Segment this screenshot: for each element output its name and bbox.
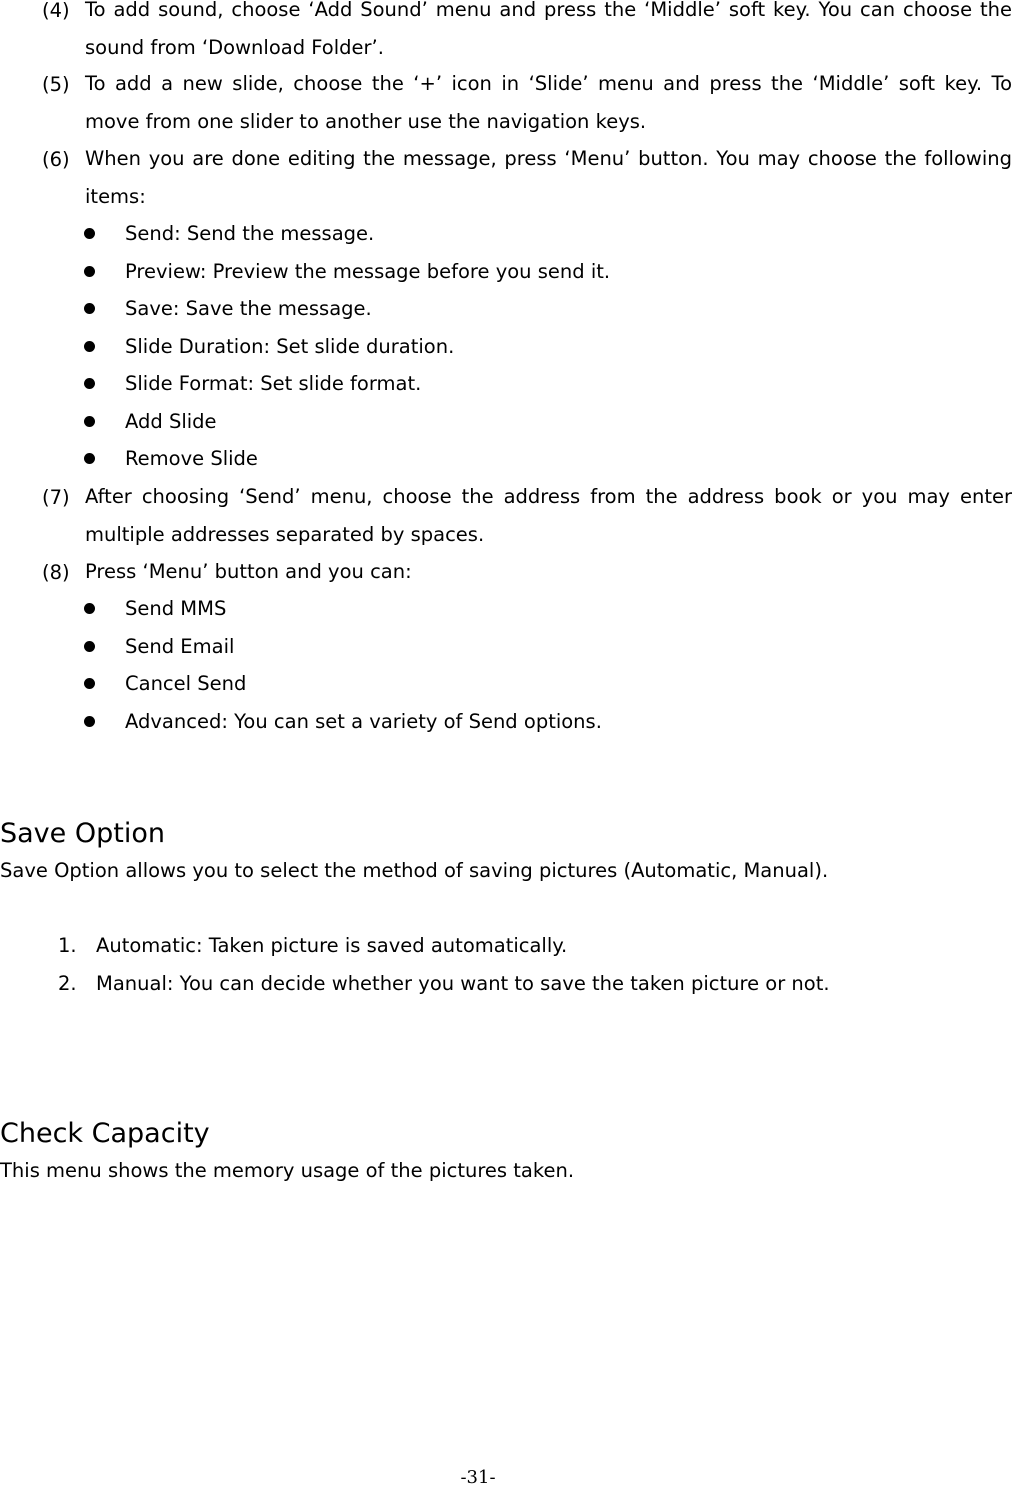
bullet-icon (84, 453, 95, 464)
list-item-text: Send: Send the message. (125, 222, 375, 245)
step-text: When you are done editing the message, press ‘Menu’ button. You may choose the following items: (85, 147, 1012, 208)
step-text: To add sound, choose ‘Add Sound’ menu and press the ‘Middle’ soft key. You can choose the sound from ‘Download Folder’. (85, 0, 1012, 59)
bullet-icon (84, 266, 95, 277)
step-6 (42, 140, 1012, 215)
list-item-text: Manual: You can decide whether you want to save the taken picture or not. (96, 972, 830, 995)
step-5 (42, 65, 1012, 140)
list-item-text: Save: Save the message. (125, 297, 372, 320)
list-item-text: Cancel Send (125, 672, 247, 695)
list-item-text: Slide Duration: Set slide duration. (125, 335, 455, 358)
step-text: To add a new slide, choose the ‘+’ icon in ‘Slide’ menu and press the ‘Middle’ soft key. To move from one slider to another use the navigation keys. (85, 72, 1012, 133)
bullet-icon (84, 228, 95, 239)
section-intro: Save Option allows you to select the method of saving pictures (Automatic, Manual). (0, 859, 829, 882)
section-text: This menu shows the memory usage of the pictures taken. (0, 1159, 575, 1182)
bullet-icon (84, 678, 95, 689)
bullet-icon (84, 641, 95, 652)
bullet-icon (84, 603, 95, 614)
bullet-icon (84, 378, 95, 389)
list-item-text: Send MMS (125, 597, 227, 620)
step-text: Press ‘Menu’ button and you can: (85, 560, 412, 583)
section-heading: Check Capacity (0, 1118, 210, 1149)
list-item-text: Preview: Preview the message before you send it. (125, 260, 611, 283)
list-item-text: Send Email (125, 635, 235, 658)
list-item-text: Advanced: You can set a variety of Send options. (125, 710, 602, 733)
step-text: After choosing ‘Send’ menu, choose the address from the address book or you may enter multiple addresses separated by spaces. (85, 485, 1012, 546)
bullet-icon (84, 716, 95, 727)
bullet-icon (84, 341, 95, 352)
bullet-icon (84, 416, 95, 427)
step-number: (5) (42, 73, 70, 96)
list-item-text: Automatic: Taken picture is saved automatically. (96, 934, 568, 957)
page-number: -31- (460, 1467, 496, 1488)
list-item-number: 2. (58, 972, 77, 995)
step-number: (4) (42, 0, 70, 22)
bullet-icon (84, 303, 95, 314)
step-number: (8) (42, 561, 70, 584)
list-item-text: Slide Format: Set slide format. (125, 372, 422, 395)
step-4 (42, 0, 1012, 66)
step-number: (6) (42, 148, 70, 171)
step-7 (42, 478, 1012, 553)
section-heading: Save Option (0, 818, 165, 849)
step-8 (42, 553, 1012, 591)
step-number: (7) (42, 486, 70, 509)
list-item-text: Remove Slide (125, 447, 258, 470)
list-item-number: 1. (58, 934, 77, 957)
list-item-text: Add Slide (125, 410, 217, 433)
